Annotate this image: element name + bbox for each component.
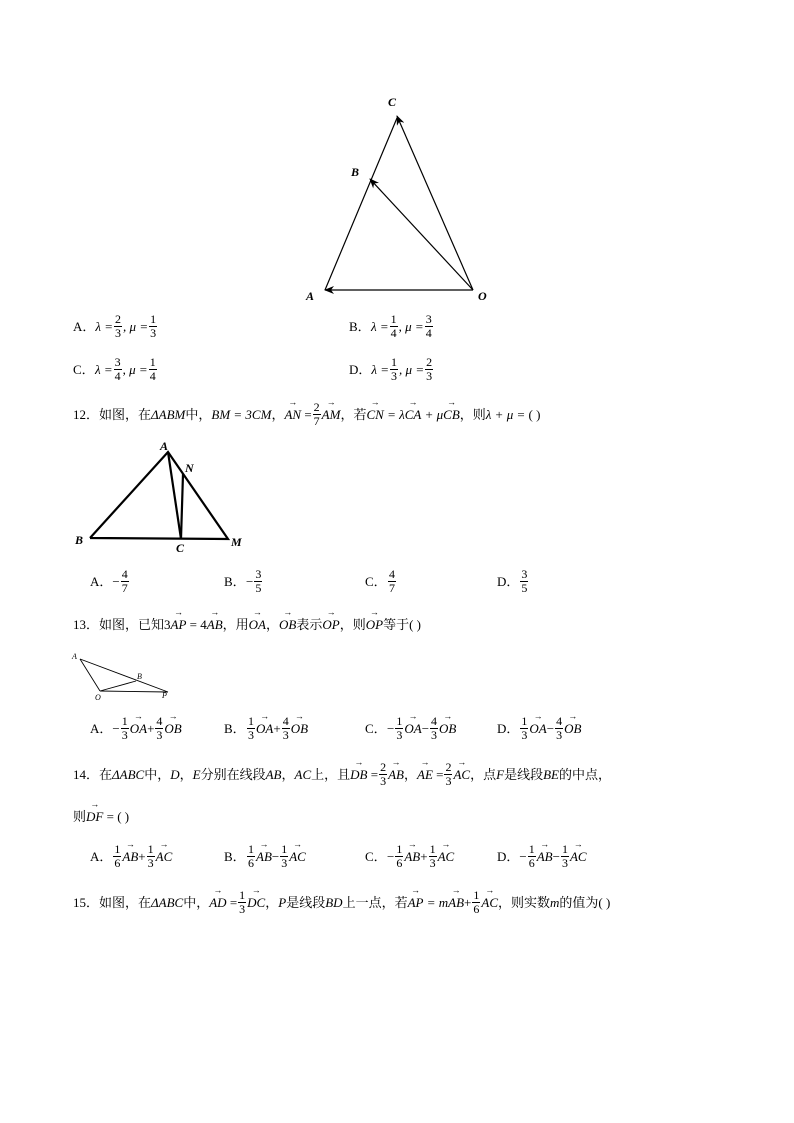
- figure-q13: [70, 650, 180, 702]
- label-N: N: [185, 461, 194, 475]
- q11-option-a[interactable]: A． λ = $\frac{2}{3}$ , μ = $\frac{1}{3}$: [73, 312, 157, 340]
- q14-stem-line1: 14． 在 ΔABC 中， D ， E 分别在线段 AB ， AC 上，且 → DB = $\frac{2}{3}$ → AB ， → AE = $\frac{2}{3}$ → AC ，点 F 是线段 BE 的中点，: [73, 761, 611, 788]
- q14-option-a[interactable]: A． 1 6 → AB + $\frac{1}{3}$ → AC: [90, 843, 172, 870]
- q13-option-c[interactable]: C． − $\frac{1}{3}$ → OA − $\frac{4}{3}$ → OB: [365, 715, 456, 742]
- vector-OC: [397, 116, 473, 290]
- q14-stem-line2: 则 → DF = ( ): [73, 810, 129, 823]
- q12-stem: 12． 如图，在 ΔABM 中， BM = 3CM ， → AN = $\frac{2}{7}$ → AM ，若 → CN = λ → CA + μ → CB ，则 λ + μ = ( ): [73, 401, 540, 428]
- label-B: B: [75, 533, 84, 547]
- label-B: B: [351, 165, 360, 179]
- label-O: O: [478, 289, 487, 303]
- figure-q11: [300, 90, 500, 310]
- label-O: O: [95, 693, 101, 702]
- label-P: P: [162, 691, 167, 700]
- vector-OB: [370, 179, 473, 290]
- q12-option-b[interactable]: B． − $\frac{3}{5}$: [224, 567, 262, 595]
- q14-option-b[interactable]: B． 1 6 → AB − $\frac{1}{3}$ → AC: [224, 843, 306, 870]
- segment-AC: [168, 452, 181, 539]
- q12-option-a[interactable]: A． − $\frac{4}{7}$: [90, 567, 128, 595]
- segment-AC: [325, 118, 397, 290]
- label-B: B: [137, 672, 142, 681]
- q11-option-c[interactable]: C． λ = $\frac{3}{4}$ , μ = $\frac{1}{4}$: [73, 355, 156, 383]
- q12-option-c[interactable]: C． 4 7: [365, 567, 395, 595]
- q15-stem: 15． 如图，在 ΔABC 中， → AD = $\frac{1}{3}$ → DC ， P 是线段 BD 上一点，若 → AP = m → AB + $\frac{1}{6}$ → AC ，则实数 m 的值为( ): [73, 889, 610, 916]
- q13-stem: 13． 如图，已知 3 → AP = 4 → AB ，用 → OA ， → OB 表示 → OP ，则 → OP 等于( ): [73, 618, 421, 631]
- q14-option-d[interactable]: D． − $\frac{1}{6}$ → AB − $\frac{1}{3}$ → AC: [497, 843, 587, 870]
- label-A: A: [306, 289, 315, 303]
- q13-option-d[interactable]: D． 1 3 → OA − $\frac{4}{3}$ → OB: [497, 715, 581, 742]
- label-C: C: [388, 95, 397, 109]
- figure-q12: [70, 438, 260, 558]
- q13-option-b[interactable]: B． 1 3 → OA + $\frac{4}{3}$ → OB: [224, 715, 308, 742]
- triangle-ABM: [90, 452, 228, 539]
- q12-option-d[interactable]: D． 3 5: [497, 567, 528, 595]
- q14-option-c[interactable]: C． − $\frac{1}{6}$ → AB + $\frac{1}{3}$ → AC: [365, 843, 454, 870]
- q11-option-b[interactable]: B． λ = $\frac{1}{4}$ , μ = $\frac{3}{4}$: [349, 312, 432, 340]
- q13-option-a[interactable]: A． − $\frac{1}{3}$ → OA + $\frac{4}{3}$ → OB: [90, 715, 182, 742]
- segment-NC: [181, 474, 183, 539]
- label-A: A: [72, 652, 77, 661]
- label-M: M: [231, 535, 242, 549]
- label-C: C: [176, 541, 185, 555]
- label-A: A: [160, 439, 169, 453]
- q11-option-d[interactable]: D． λ = $\frac{1}{3}$ , μ = $\frac{2}{3}$: [349, 355, 433, 383]
